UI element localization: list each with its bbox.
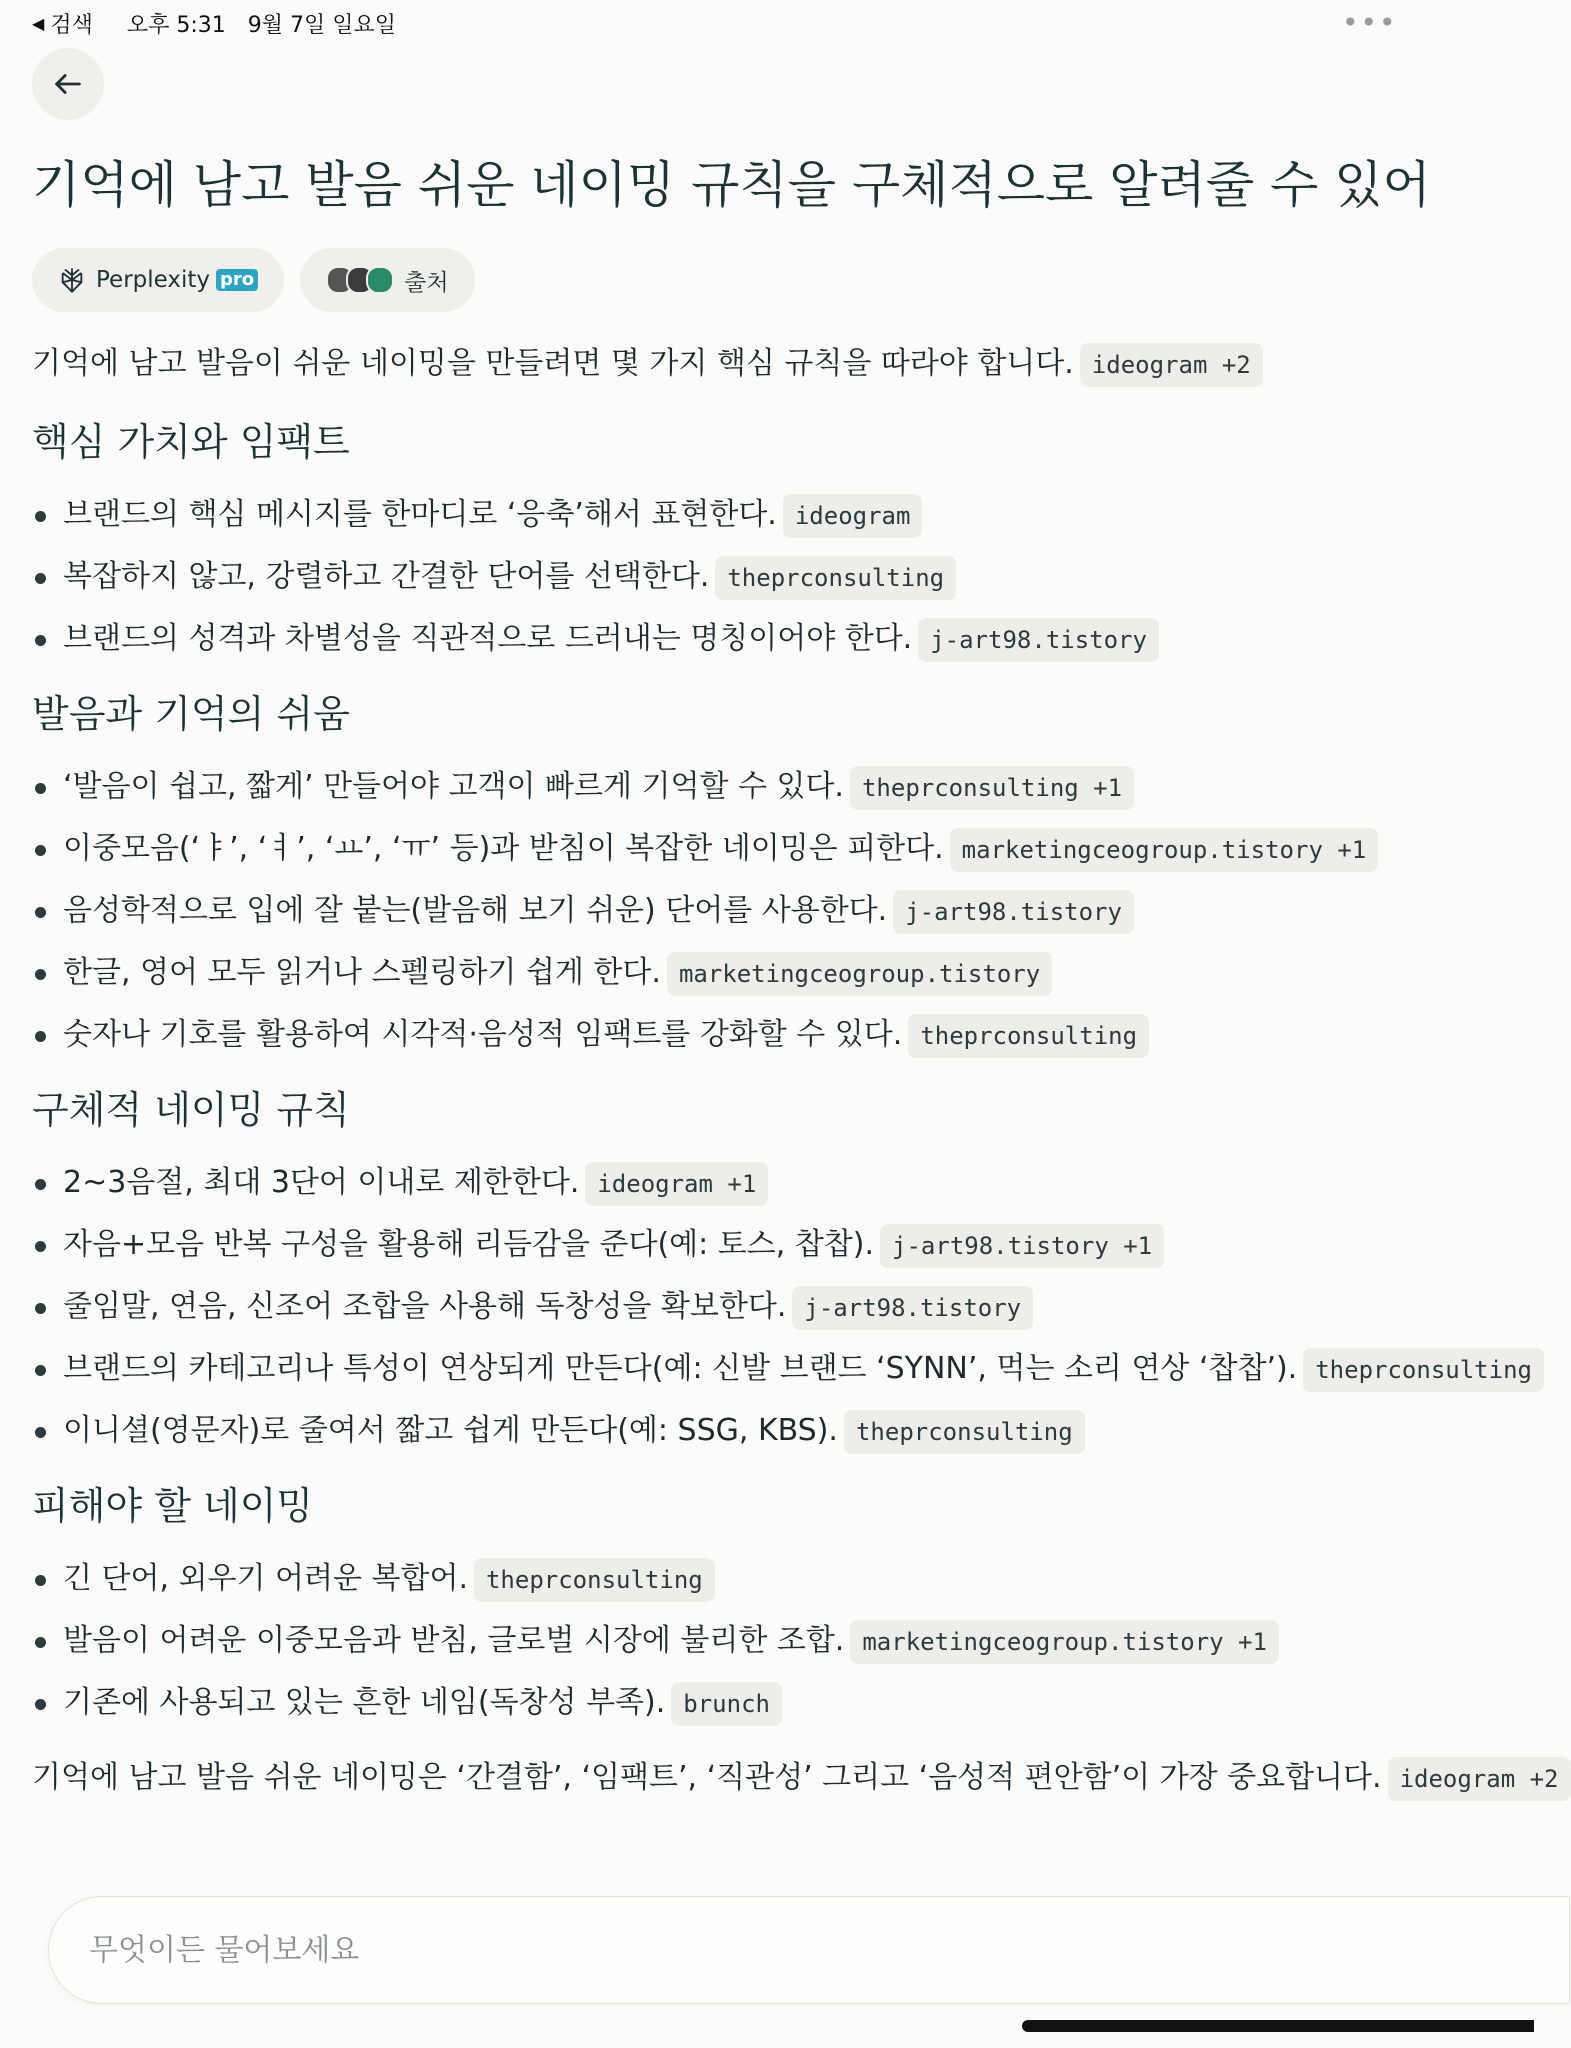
list-item [32, 1548, 1502, 1610]
list-item-text: 한글, 영어 모두 읽거나 스펠링하기 쉽게 한다. [63, 955, 661, 990]
perplexity-pro-chip[interactable] [32, 248, 284, 312]
list-item-text: 이중모음(‘ㅑ’, ‘ㅕ’, ‘ㅛ’, ‘ㅠ’ 등)과 받침이 복잡한 네이밍은 피한다. [63, 831, 944, 866]
list-item [32, 1276, 1502, 1338]
list-item [32, 1610, 1502, 1672]
citation-badge[interactable]: theprconsulting [1303, 1348, 1544, 1392]
citation-badge[interactable]: brunch [671, 1682, 782, 1726]
bullet-list [32, 484, 1502, 670]
list-item [32, 608, 1502, 670]
citation-badge[interactable]: ideogram +2 [1388, 1757, 1571, 1801]
list-item-text: 이니셜(영문자)로 줄여서 짧고 쉽게 만든다(예: SSG, KBS). [63, 1413, 838, 1448]
bullet-list [32, 1548, 1502, 1734]
answer-content [32, 334, 1559, 1808]
sources-label: 출처 [404, 269, 449, 296]
pro-badge: pro [216, 269, 258, 291]
list-item [32, 1400, 1502, 1462]
page-title: 기억에 남고 발음 쉬운 네이밍 규칙을 구체적으로 알려줄 수 있어 [32, 156, 1431, 214]
list-item-text: 복잡하지 않고, 강렬하고 간결한 단어를 선택한다. [63, 559, 710, 594]
bullet-list [32, 756, 1502, 1066]
back-button[interactable] [32, 48, 104, 120]
back-to-app-link[interactable] [32, 8, 93, 39]
list-item [32, 1338, 1532, 1400]
list-item-text: 브랜드의 핵심 메시지를 한마디로 ‘응축’해서 표현한다. [63, 497, 777, 532]
status-time: 오후 5:31 [126, 13, 226, 38]
conclusion-paragraph [32, 1748, 1559, 1808]
section-heading: 발음과 기억의 쉬움 [32, 692, 350, 736]
list-item [32, 1004, 1502, 1066]
list-item-text: 발음이 어려운 이중모음과 받침, 글로벌 시장에 불리한 조합. [63, 1623, 845, 1658]
citation-badge[interactable]: marketingceogroup.tistory +1 [950, 828, 1379, 872]
list-item-text: 기존에 사용되고 있는 흔한 네임(독창성 부족). [63, 1685, 666, 1720]
chip-row [32, 248, 475, 312]
citation-badge[interactable]: j-art98.tistory [893, 890, 1134, 934]
perplexity-logo-icon [58, 266, 86, 294]
list-item [32, 942, 1502, 1004]
citation-badge[interactable]: marketingceogroup.tistory +1 [850, 1620, 1279, 1664]
list-item-text: 긴 단어, 외우기 어려운 복합어. [63, 1561, 468, 1596]
status-bar [0, 0, 1534, 44]
list-item [32, 1672, 1502, 1734]
home-indicator [1022, 2020, 1534, 2032]
citation-badge[interactable]: j-art98.tistory [918, 618, 1159, 662]
source-favicon [366, 266, 394, 294]
conclusion-text: 기억에 남고 발음 쉬운 네이밍은 ‘간결함’, ‘임팩트’, ‘직관성’ 그리고 ‘음성적 편안함’이 가장 중요합니다. [32, 1760, 1382, 1795]
list-item [32, 1152, 1502, 1214]
citation-badge[interactable]: ideogram [783, 494, 923, 538]
citation-badge[interactable]: theprconsulting [715, 556, 956, 600]
list-item-text: 브랜드의 성격과 차별성을 직관적으로 드러내는 명칭이어야 한다. [63, 621, 913, 656]
intro-paragraph [32, 334, 1502, 394]
citation-badge[interactable]: j-art98.tistory [792, 1286, 1033, 1330]
citation-badge[interactable]: theprconsulting [844, 1410, 1085, 1454]
back-triangle-icon: ◀ [32, 14, 45, 33]
citation-badge[interactable]: theprconsulting [474, 1558, 715, 1602]
citation-badge[interactable]: theprconsulting +1 [850, 766, 1134, 810]
status-date: 9월 7일 일요일 [247, 13, 396, 38]
list-item-text: 줄임말, 연음, 신조어 조합을 사용해 독창성을 확보한다. [63, 1289, 787, 1324]
list-item-text: 2~3음절, 최대 3단어 이내로 제한한다. [63, 1165, 580, 1200]
list-item-text: ‘발음이 쉽고, 짧게’ 만들어야 고객이 빠르게 기억할 수 있다. [63, 769, 844, 804]
list-item [32, 1214, 1502, 1276]
section-heading: 핵심 가치와 임팩트 [32, 420, 350, 464]
citation-badge[interactable]: ideogram +1 [585, 1162, 768, 1206]
citation-badge[interactable]: ideogram +2 [1080, 343, 1263, 387]
section-heading: 구체적 네이밍 규칙 [32, 1088, 350, 1132]
source-favicons [326, 266, 394, 294]
list-item-text: 음성학적으로 입에 잘 붙는(발음해 보기 쉬운) 단어를 사용한다. [63, 893, 888, 928]
list-item-text: 숫자나 기호를 활용하여 시각적·음성적 임팩트를 강화할 수 있다. [63, 1017, 903, 1052]
list-item [32, 546, 1502, 608]
intro-text: 기억에 남고 발음이 쉬운 네이밍을 만들려면 몇 가지 핵심 규칙을 따라야 합니다. [32, 346, 1074, 381]
section-heading: 피해야 할 네이밍 [32, 1484, 314, 1528]
ask-input[interactable] [87, 1927, 1291, 1973]
list-item [32, 756, 1502, 818]
perplexity-label: Perplexity [96, 267, 211, 293]
citation-badge[interactable]: theprconsulting [908, 1014, 1149, 1058]
citation-badge[interactable]: j-art98.tistory +1 [880, 1224, 1164, 1268]
list-item [32, 880, 1502, 942]
citation-badge[interactable]: marketingceogroup.tistory [667, 952, 1052, 996]
list-item-text: 자음+모음 반복 구성을 활용해 리듬감을 준다(예: 토스, 찹찹). [63, 1227, 875, 1262]
arrow-left-icon [51, 67, 85, 101]
bullet-list [32, 1152, 1532, 1462]
back-app-label: 검색 [50, 13, 93, 38]
more-dots-icon[interactable]: ••• [1342, 6, 1398, 39]
ask-bar [48, 1896, 1570, 2004]
list-item-text: 브랜드의 카테고리나 특성이 연상되게 만든다(예: 신발 브랜드 ‘SYNN’, 먹는 소리 연상 ‘찹찹’). [63, 1351, 1298, 1386]
list-item [32, 484, 1502, 546]
sources-chip[interactable] [300, 248, 474, 312]
list-item [32, 818, 1502, 880]
